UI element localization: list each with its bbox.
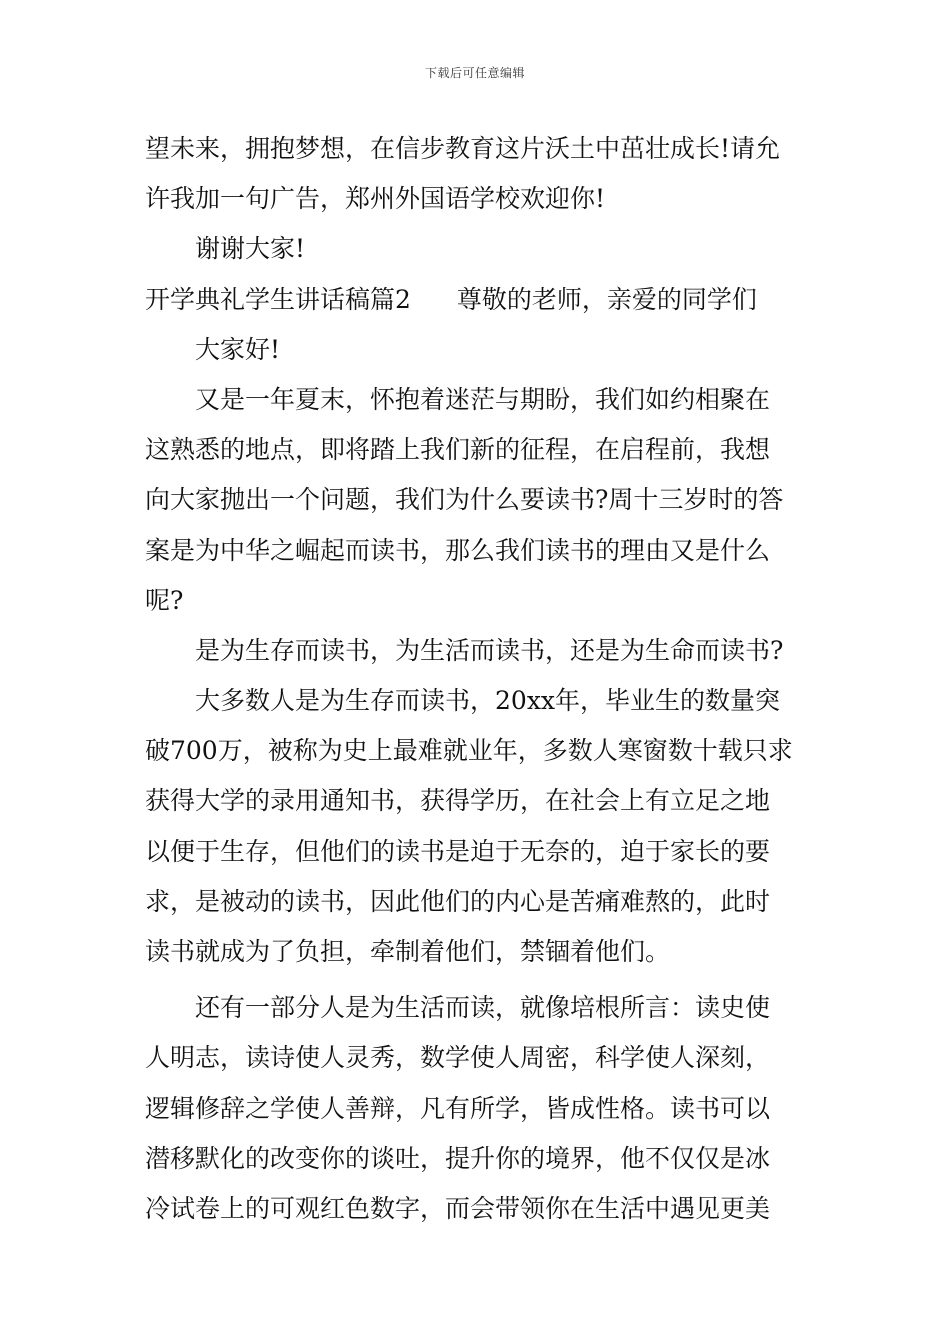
text-line: 获得大学的录用通知书，获得学历，在社会上有立足之地 [145, 786, 771, 816]
text-line: 潜移默化的改变你的谈吐，提升你的境界，他不仅仅是冰 [145, 1143, 771, 1173]
salutation: 尊敬的老师，亲爱的同学们 [456, 284, 757, 314]
page-header: 下载后可任意编辑 [424, 66, 525, 80]
text-line: 冷试卷上的可观红色数字，而会带领你在生活中遇见更美 [145, 1193, 771, 1223]
text-line: 是为生存而读书，为生活而读书，还是为生命而读书? [195, 635, 784, 665]
text-line: 向大家抛出一个问题，我们为什么要读书?周十三岁时的答 [145, 485, 784, 515]
section-title-line [145, 275, 810, 325]
text-line: 破700万，被称为史上最难就业年，多数人寒窗数十载只求 [145, 736, 793, 766]
text-line: 案是为中华之崛起而读书，那么我们读书的理由又是什么 [145, 535, 771, 565]
text-line: 谢谢大家! [195, 234, 306, 264]
text-line: 呢? [145, 585, 184, 615]
text-line: 读书就成为了负担，牵制着他们，禁锢着他们。 [145, 937, 671, 966]
text-line: 又是一年夏末，怀抱着迷茫与期盼，我们如约相聚在 [195, 384, 771, 414]
section-title: 开学典礼学生讲话稿篇2 [145, 284, 411, 314]
text-line: 求，是被动的读书，因此他们的内心是苦痛难熬的，此时 [145, 886, 771, 916]
text-line: 人明志，读诗使人灵秀，数学使人周密，科学使人深刻， [145, 1043, 771, 1073]
text-line: 大家好! [195, 334, 281, 364]
text-line: 这熟悉的地点，即将踏上我们新的征程，在启程前，我想 [145, 435, 771, 465]
text-line: 逻辑修辞之学使人善辩，凡有所学，皆成性格。读书可以 [145, 1093, 771, 1123]
text-line: 许我加一句广告，郑州外国语学校欢迎你! [145, 184, 606, 214]
text-line: 以便于生存，但他们的读书是迫于无奈的，迫于家长的要 [145, 836, 771, 866]
text-line: 望未来，拥抱梦想，在信步教育这片沃土中茁壮成长!请允 [145, 134, 781, 163]
document-body [145, 124, 810, 1234]
text-line: 还有一部分人是为生活而读，就像培根所言：读史使 [195, 993, 771, 1023]
text-line: 大多数人是为生存而读书，20xx年，毕业生的数量突 [195, 686, 781, 716]
